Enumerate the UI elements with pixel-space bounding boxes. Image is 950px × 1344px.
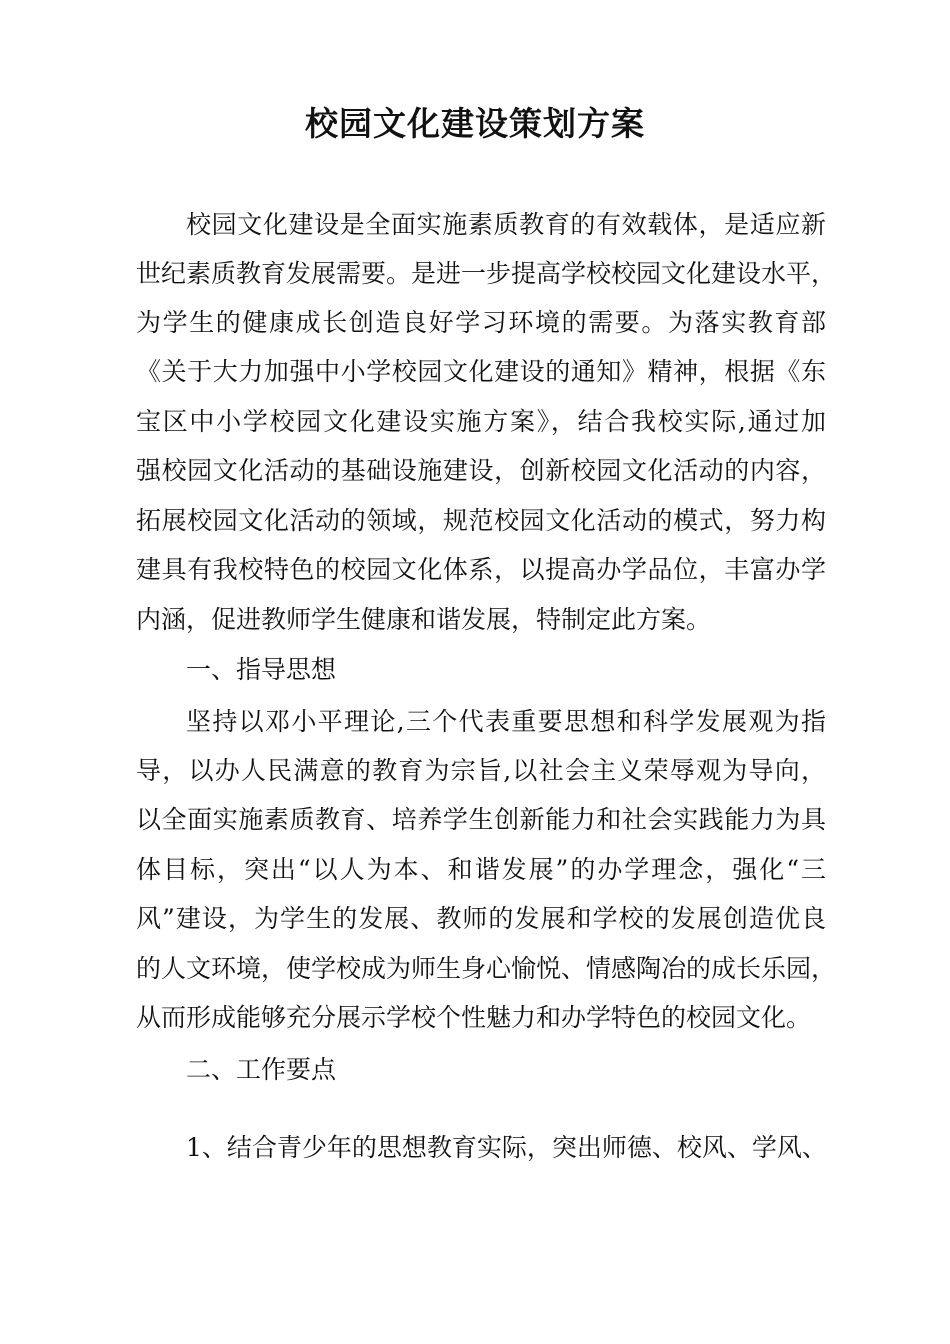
paragraph-1-line-2: 世纪素质教育发展需要。是进一步提高学校校园文化建设水平，	[136, 259, 837, 288]
section-heading-guiding-thought: 一、指导思想	[186, 655, 337, 684]
section-heading-work-points: 二、工作要点	[186, 1055, 337, 1084]
paragraph-2-line-7: 从而形成能够充分展示学校个性魅力和办学特色的校园文化。	[136, 1003, 812, 1032]
paragraph-2-line-2: 导，以办人民满意的教育为宗旨,以社会主义荣辱观为导向，	[136, 756, 826, 785]
paragraph-1-line-3: 为学生的健康成长创造良好学习环境的需要。为落实教育部	[136, 308, 826, 337]
paragraph-1-line-1: 校园文化建设是全面实施素质教育的有效载体，是适应新	[186, 210, 826, 239]
paragraph-1-line-9: 内涵，促进教师学生健康和谐发展，特制定此方案。	[136, 605, 712, 634]
paragraph-1-line-7: 拓展校园文化活动的领域，规范校园文化活动的模式，努力构	[136, 506, 826, 535]
paragraph-2-line-5: 风”建设，为学生的发展、教师的发展和学校的发展创造优良	[136, 904, 826, 933]
paragraph-1-line-5: 宝区中小学校园文化建设实施方案》，结合我校实际,通过加	[136, 407, 826, 436]
paragraph-1-line-6: 强校园文化活动的基础设施建设，创新校园文化活动的内容，	[136, 456, 826, 485]
paragraph-2-line-1: 坚持以邓小平理论,三个代表重要思想和科学发展观为指	[186, 707, 826, 736]
document-title: 校园文化建设策划方案	[305, 104, 645, 143]
paragraph-2-line-4: 体目标，突出“以人为本、和谐发展”的办学理念，强化“三	[136, 855, 826, 884]
paragraph-2-line-6: 的人文环境，使学校成为师生身心愉悦、情感陶冶的成长乐园，	[136, 954, 837, 983]
paragraph-1-line-8: 建具有我校特色的校园文化体系，以提高办学品位，丰富办学	[136, 555, 826, 584]
work-point-1-line-1: 1、结合青少年的思想教育实际，突出师德、校风、学风、	[186, 1133, 827, 1162]
paragraph-1-line-4: 《关于大力加强中小学校园文化建设的通知》精神，根据《东	[136, 357, 826, 386]
paragraph-2-line-3: 以全面实施素质教育、培养学生创新能力和社会实践能力为具	[136, 805, 826, 834]
